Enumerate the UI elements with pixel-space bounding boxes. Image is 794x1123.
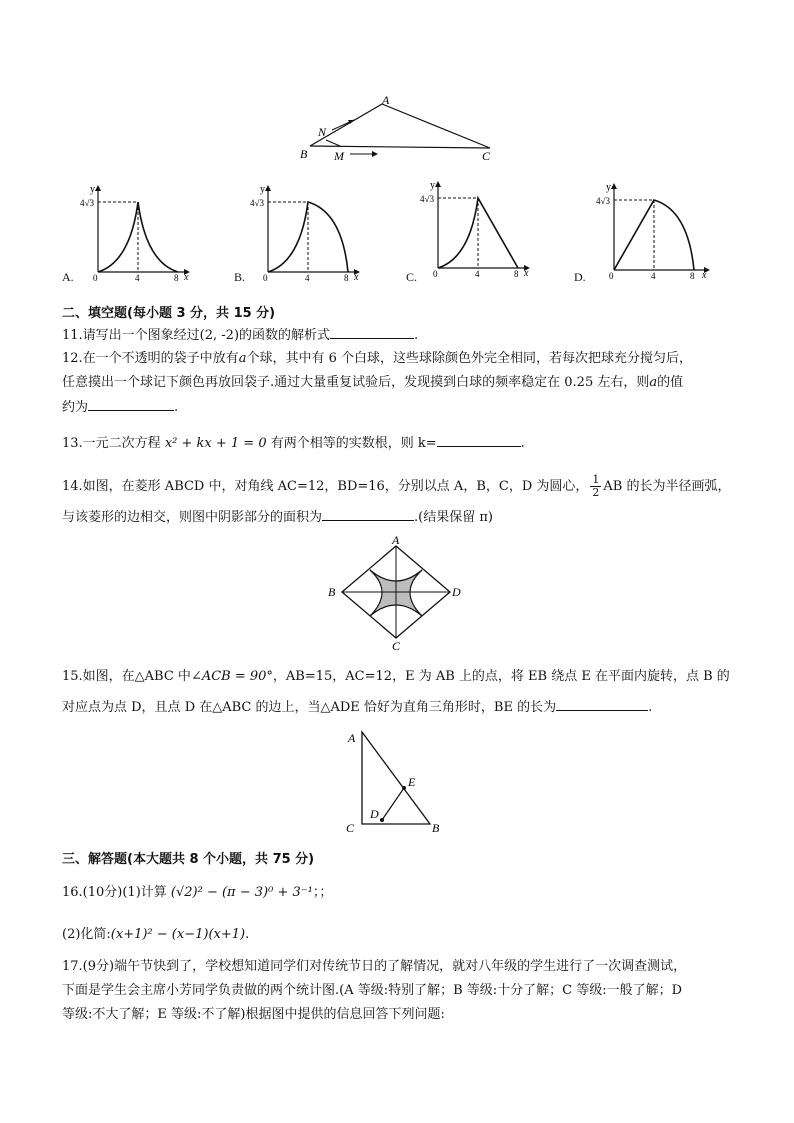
q16-expression-1: (√2)² − (π − 3)⁰ + 3⁻¹ — [170, 885, 313, 900]
question-12-line3: 约为 . — [62, 400, 179, 415]
question-12-line2: 任意摸出一个球记下颜色再放回袋子.通过大量重复试验后，发现摸到白球的频率稳定在 0.25 左右，则a的值 — [62, 375, 684, 390]
svg-text:x: x — [524, 268, 529, 279]
q11-answer-blank[interactable] — [330, 326, 414, 339]
label-n: N — [318, 125, 327, 139]
svg-text:D: D — [452, 585, 461, 599]
svg-text:y: y — [430, 180, 435, 191]
option-label-c: C. — [406, 270, 418, 284]
svg-text:0: 0 — [93, 273, 98, 283]
svg-text:4: 4 — [475, 269, 480, 279]
label-a: A — [382, 93, 390, 107]
svg-text:x: x — [184, 272, 189, 283]
svg-text:C: C — [392, 639, 401, 653]
question-13: 13.一元二次方程 x² + kx + 1 = 0 有两个相等的实数根，则 k= . — [62, 436, 525, 451]
rhombus-figure — [324, 534, 470, 652]
section-3-title: 三、解答题(本大题共 8 个小题，共 75 分) — [62, 852, 315, 867]
svg-text:D: D — [370, 807, 379, 821]
svg-text:4: 4 — [135, 273, 140, 283]
fraction-one-half: $\frac{1}{2}$ — [592, 473, 600, 499]
option-graph-a — [60, 182, 190, 286]
section-2-title: 二、填空题(每小题 3 分，共 15 分) — [62, 306, 276, 321]
svg-text:4√3: 4√3 — [250, 198, 264, 208]
svg-text:A: A — [348, 731, 356, 745]
q14-answer-blank[interactable] — [322, 508, 414, 521]
q13-answer-blank[interactable] — [437, 434, 521, 447]
question-15-line1: 15.如图，在△ABC 中∠ACB = 90°，AB=15，AC=12，E 为 AB 上的点，将 EB 绕点 E 在平面内旋转，点 B 的 — [62, 669, 730, 684]
svg-text:E: E — [408, 775, 416, 789]
q12-answer-blank[interactable] — [88, 398, 174, 411]
question-16-part2: (2)化简:(x+1)² − (x−1)(x+1). — [62, 927, 250, 942]
svg-text:x: x — [702, 270, 707, 281]
svg-text:4√3: 4√3 — [420, 194, 434, 204]
question-17-line2: 下面是学生会主席小芳同学负责做的两个统计图.(A 等级:特别了解；B 等级:十分了解；C 等级:一般了解；D — [62, 983, 683, 998]
svg-text:A: A — [392, 533, 400, 547]
option-graphs — [60, 182, 740, 286]
q15-angle: ∠ACB = 90° — [190, 669, 273, 684]
svg-text:B: B — [328, 585, 336, 599]
svg-text:8: 8 — [514, 269, 519, 279]
option-graph-b — [232, 182, 362, 286]
svg-text:8: 8 — [344, 273, 349, 283]
svg-text:y: y — [260, 184, 265, 195]
option-graph-d — [574, 180, 714, 284]
q13-equation: x² + kx + 1 = 0 — [164, 436, 267, 451]
svg-text:4: 4 — [651, 271, 656, 281]
question-15-line2: 对应点为点 D，且点 D 在△ABC 的边上，当△ADE 恰好为直角三角形时，BE 的长为 . — [62, 700, 653, 715]
svg-text:4√3: 4√3 — [596, 196, 610, 206]
question-14-line2: 与该菱形的边相交，则图中阴影部分的面积为 .(结果保留 π) — [62, 510, 493, 525]
svg-text:y: y — [606, 182, 611, 193]
label-m: M — [334, 149, 344, 163]
right-triangle-figure — [340, 726, 452, 838]
label-c: C — [482, 149, 491, 163]
svg-text:B: B — [432, 821, 440, 835]
svg-text:4: 4 — [305, 273, 310, 283]
q15-answer-blank[interactable] — [556, 698, 648, 711]
svg-text:0: 0 — [433, 269, 438, 279]
option-label-d: D. — [574, 270, 586, 284]
q11-text: 11.请写出一个图象经过(2, -2)的函数的解析式 — [62, 328, 331, 343]
option-label-b: B. — [234, 270, 246, 284]
svg-text:8: 8 — [690, 271, 695, 281]
svg-text:x: x — [354, 272, 359, 283]
question-11: 11.请写出一个图象经过(2, -2)的函数的解析式 . — [62, 328, 419, 343]
svg-text:0: 0 — [263, 273, 268, 283]
svg-text:0: 0 — [609, 271, 614, 281]
svg-text:y: y — [90, 184, 95, 195]
q16-expression-2: (x+1)² − (x−1)(x+1) — [110, 927, 246, 942]
triangle-figure-moving-points — [290, 92, 510, 166]
label-b: B — [300, 147, 308, 161]
option-graph-c — [406, 178, 536, 282]
svg-text:4√3: 4√3 — [80, 198, 94, 208]
question-17-line1: 17.(9分)端午节快到了，学校想知道同学们对传统节日的了解情况，就对八年级的学生进行了一次调查测试， — [62, 959, 687, 974]
question-16-part1: 16.(10分)(1)计算 (√2)² − (π − 3)⁰ + 3⁻¹；； — [62, 885, 333, 900]
svg-text:8: 8 — [174, 273, 179, 283]
option-label-a: A. — [62, 270, 74, 284]
question-12-line1: 12.在一个不透明的袋子中放有a个球，其中有 6 个白球，这些球除颜色外完全相同，若每次把球充分搅匀后， — [62, 351, 692, 366]
question-17-line3: 等级:不大了解；E 等级:不了解)根据图中提供的信息回答下列问题: — [62, 1007, 445, 1022]
svg-text:C: C — [346, 821, 355, 835]
question-14-line1: 14.如图，在菱形 ABCD 中，对角线 AC=12，BD=16，分别以点 A，B，C，D 为圆心， $\frac{1}{2}$ AB 的长为半径画弧， — [62, 473, 731, 499]
